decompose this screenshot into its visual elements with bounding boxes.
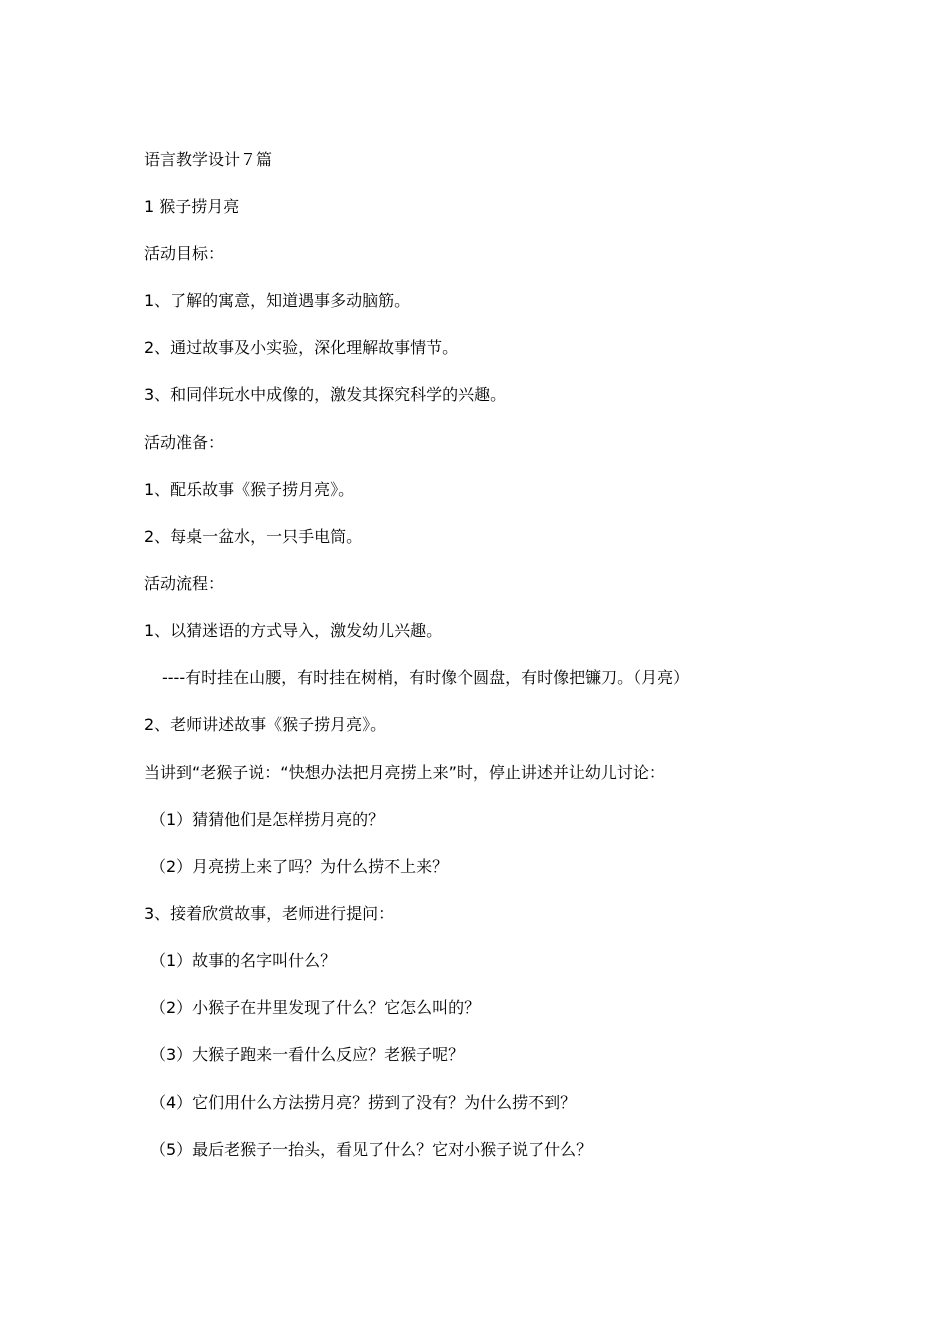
story-question: （2）小猴子在井里发现了什么？它怎么叫的？ [150, 998, 481, 1017]
discussion-question: （1）猜猜他们是怎样捞月亮的？ [150, 810, 385, 829]
goal-item: 2、通过故事及小实验，深化理解故事情节。 [144, 338, 459, 357]
story-question: （1）故事的名字叫什么？ [150, 951, 337, 970]
document-title: 语言教学设计７篇 [144, 150, 273, 169]
process-step-2: 2、老师讲述故事《猴子捞月亮》。 [144, 715, 387, 734]
prep-heading: 活动准备： [144, 433, 225, 452]
goals-heading: 活动目标： [144, 244, 225, 263]
story-question: （5）最后老猴子一抬头，看见了什么？它对小猴子说了什么？ [150, 1140, 593, 1159]
process-step-1: 1、以猜迷语的方式导入，激发幼儿兴趣。 [144, 621, 443, 640]
lesson-title: 1 猴子捞月亮 [144, 197, 240, 216]
prep-item: 1、配乐故事《猴子捞月亮》。 [144, 480, 355, 499]
goal-item: 1、了解的寓意，知道遇事多动脑筋。 [144, 291, 411, 310]
story-question: （3）大猴子跑来一看什么反应？老猴子呢？ [150, 1045, 465, 1064]
prep-item: 2、每桌一盆水，一只手电筒。 [144, 527, 363, 546]
process-step-3: 3、接着欣赏故事，老师进行提问： [144, 904, 395, 923]
discussion-question: （2）月亮捞上来了吗？为什么捞不上来？ [150, 857, 449, 876]
process-heading: 活动流程： [144, 574, 225, 593]
story-question: （4）它们用什么方法捞月亮？捞到了没有？为什么捞不到？ [150, 1093, 577, 1112]
step-2-note: 当讲到“老猴子说：“快想办法把月亮捞上来”时，停止讲述并让幼儿讨论： [144, 763, 665, 782]
goal-item: 3、和同伴玩水中成像的，激发其探究科学的兴趣。 [144, 385, 507, 404]
riddle-text: ----有时挂在山腰，有时挂在树梢，有时像个圆盘，有时像把镰刀。（月亮） [162, 668, 690, 687]
